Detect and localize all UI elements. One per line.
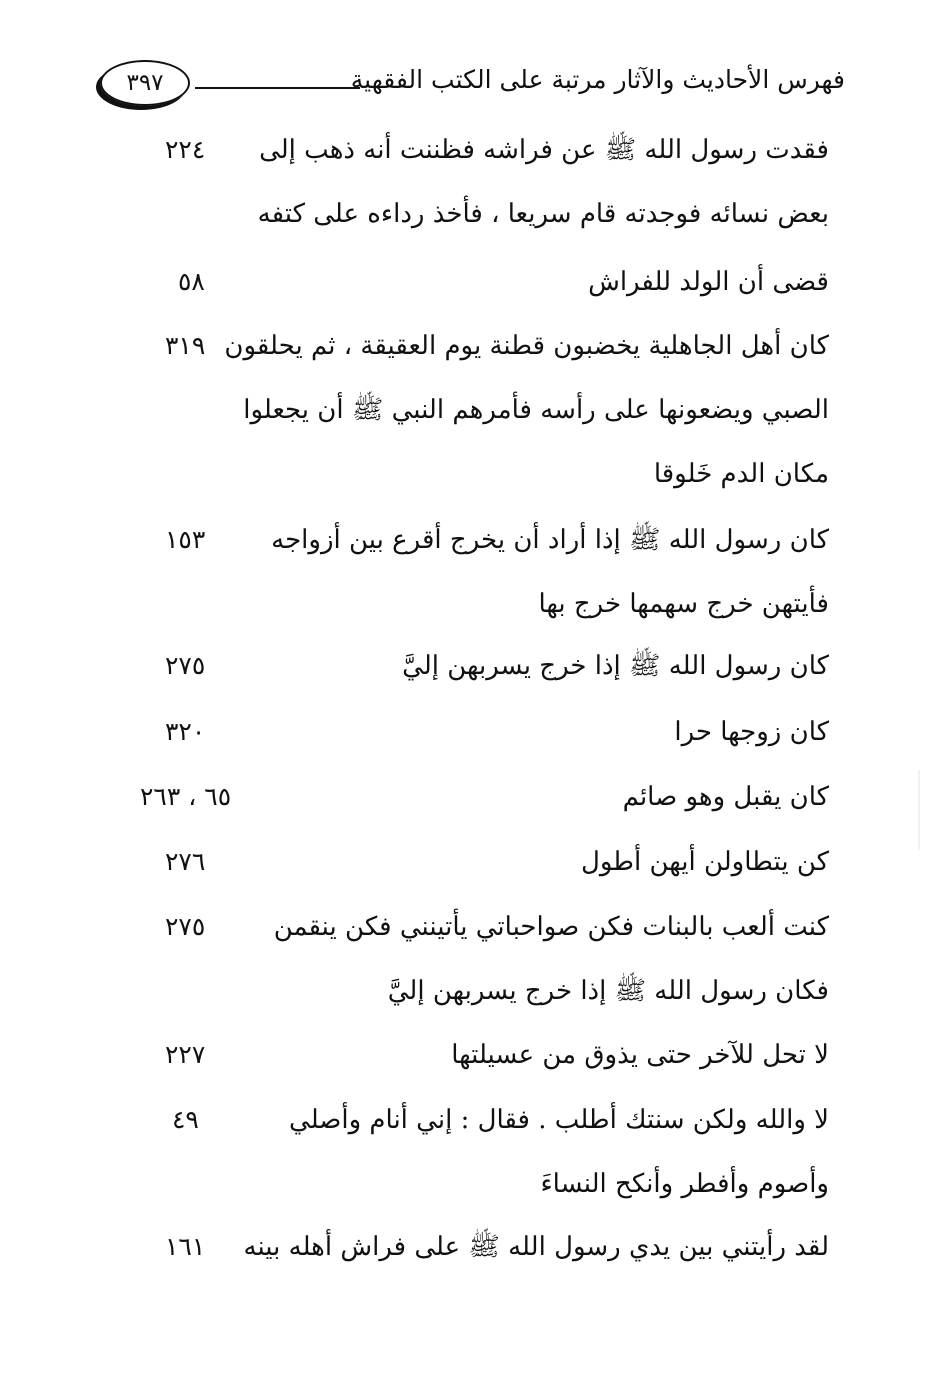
entry-text-line: كان يقبل وهو صائم — [622, 782, 829, 812]
entry-text-line: كان رسول الله ﷺ إذا أراد أن يخرج أقرع بين أزواجه — [271, 525, 829, 555]
index-entry — [269, 765, 829, 829]
entry-text-line: فكان رسول الله ﷺ إذا خرج يسربهن إليَّ — [387, 976, 829, 1006]
entry-text-line: فقدت رسول الله ﷺ عن فراشه فظننت أنه ذهب إلى — [259, 135, 829, 165]
entry-text-line: لا تحل للآخر حتى يذوق من عسيلتها — [451, 1040, 829, 1070]
entry-page-ref: ٤٩ — [172, 1105, 199, 1134]
entry-page-ref: ١٦١ — [165, 1232, 206, 1261]
entry-page-ref: ٦٥ ، ٢٦٣ — [140, 782, 232, 811]
entry-page-ref: ٢٧٥ — [165, 912, 206, 941]
entry-text-line: كان رسول الله ﷺ إذا خرج يسربهن إليَّ — [402, 651, 829, 681]
entry-text-line: قضى أن الولد للفراش — [588, 267, 829, 297]
entry-text-line: مكان الدم خَلوقا — [653, 459, 829, 489]
page-header — [100, 55, 845, 115]
index-entry — [269, 250, 829, 314]
header-rule — [195, 87, 360, 89]
page-header-title: فهرس الأحاديث والآثار مرتبة على الكتب الفقهية — [350, 65, 845, 94]
entry-text-line: لقد رأيتني بين يدي رسول الله ﷺ على فراش أهله بينه — [243, 1232, 829, 1262]
page-number: ٣٩٧ — [126, 70, 164, 96]
index-entry — [269, 634, 829, 698]
entry-text-line: كنت ألعب بالبنات فكن صواحباتي يأتينني فكن ينقمن — [273, 912, 829, 942]
index-entry — [269, 700, 829, 764]
entry-text-line: فأيتهن خرج سهمها خرج بها — [538, 589, 829, 619]
index-entry — [224, 314, 829, 506]
entry-page-ref: ٢٢٤ — [165, 135, 206, 164]
paper-mark — [918, 770, 920, 850]
entry-text-line: كان زوجها حرا — [674, 717, 829, 747]
index-entry — [257, 118, 829, 246]
index-entry — [243, 1215, 829, 1279]
index-entry — [269, 1023, 829, 1087]
entry-text-line: بعض نسائه فوجدته قام سريعا ، فأخذ رداءه على كتفه — [257, 199, 829, 229]
entry-page-ref: ٣١٩ — [165, 331, 206, 360]
entry-text-line: كان أهل الجاهلية يخضبون قطنة يوم العقيقة ، ثم يحلقون — [224, 331, 829, 361]
entry-text-line: الصبي ويضعونها على رأسه فأمرهم النبي ﷺ أن يجعلوا — [243, 395, 829, 425]
index-entry — [269, 508, 829, 636]
index-entry — [269, 895, 829, 1023]
entry-page-ref: ٥٨ — [178, 267, 205, 296]
entry-page-ref: ٢٢٧ — [165, 1040, 206, 1069]
entry-page-ref: ٢٧٦ — [165, 847, 206, 876]
index-entry — [269, 1088, 829, 1216]
entry-page-ref: ١٥٣ — [165, 525, 206, 554]
entry-text-line: كن يتطاولن أيهن أطول — [580, 847, 829, 877]
entry-page-ref: ٢٧٥ — [165, 651, 206, 680]
entry-page-ref: ٣٢٠ — [165, 717, 206, 746]
index-entry — [269, 830, 829, 894]
entry-text-line: لا والله ولكن سنتك أطلب . فقال : إني أنام وأصلي — [289, 1105, 829, 1135]
page-number-badge — [100, 60, 190, 106]
entry-text-line: وأصوم وأفطر وأنكح النساءَ — [540, 1169, 829, 1199]
